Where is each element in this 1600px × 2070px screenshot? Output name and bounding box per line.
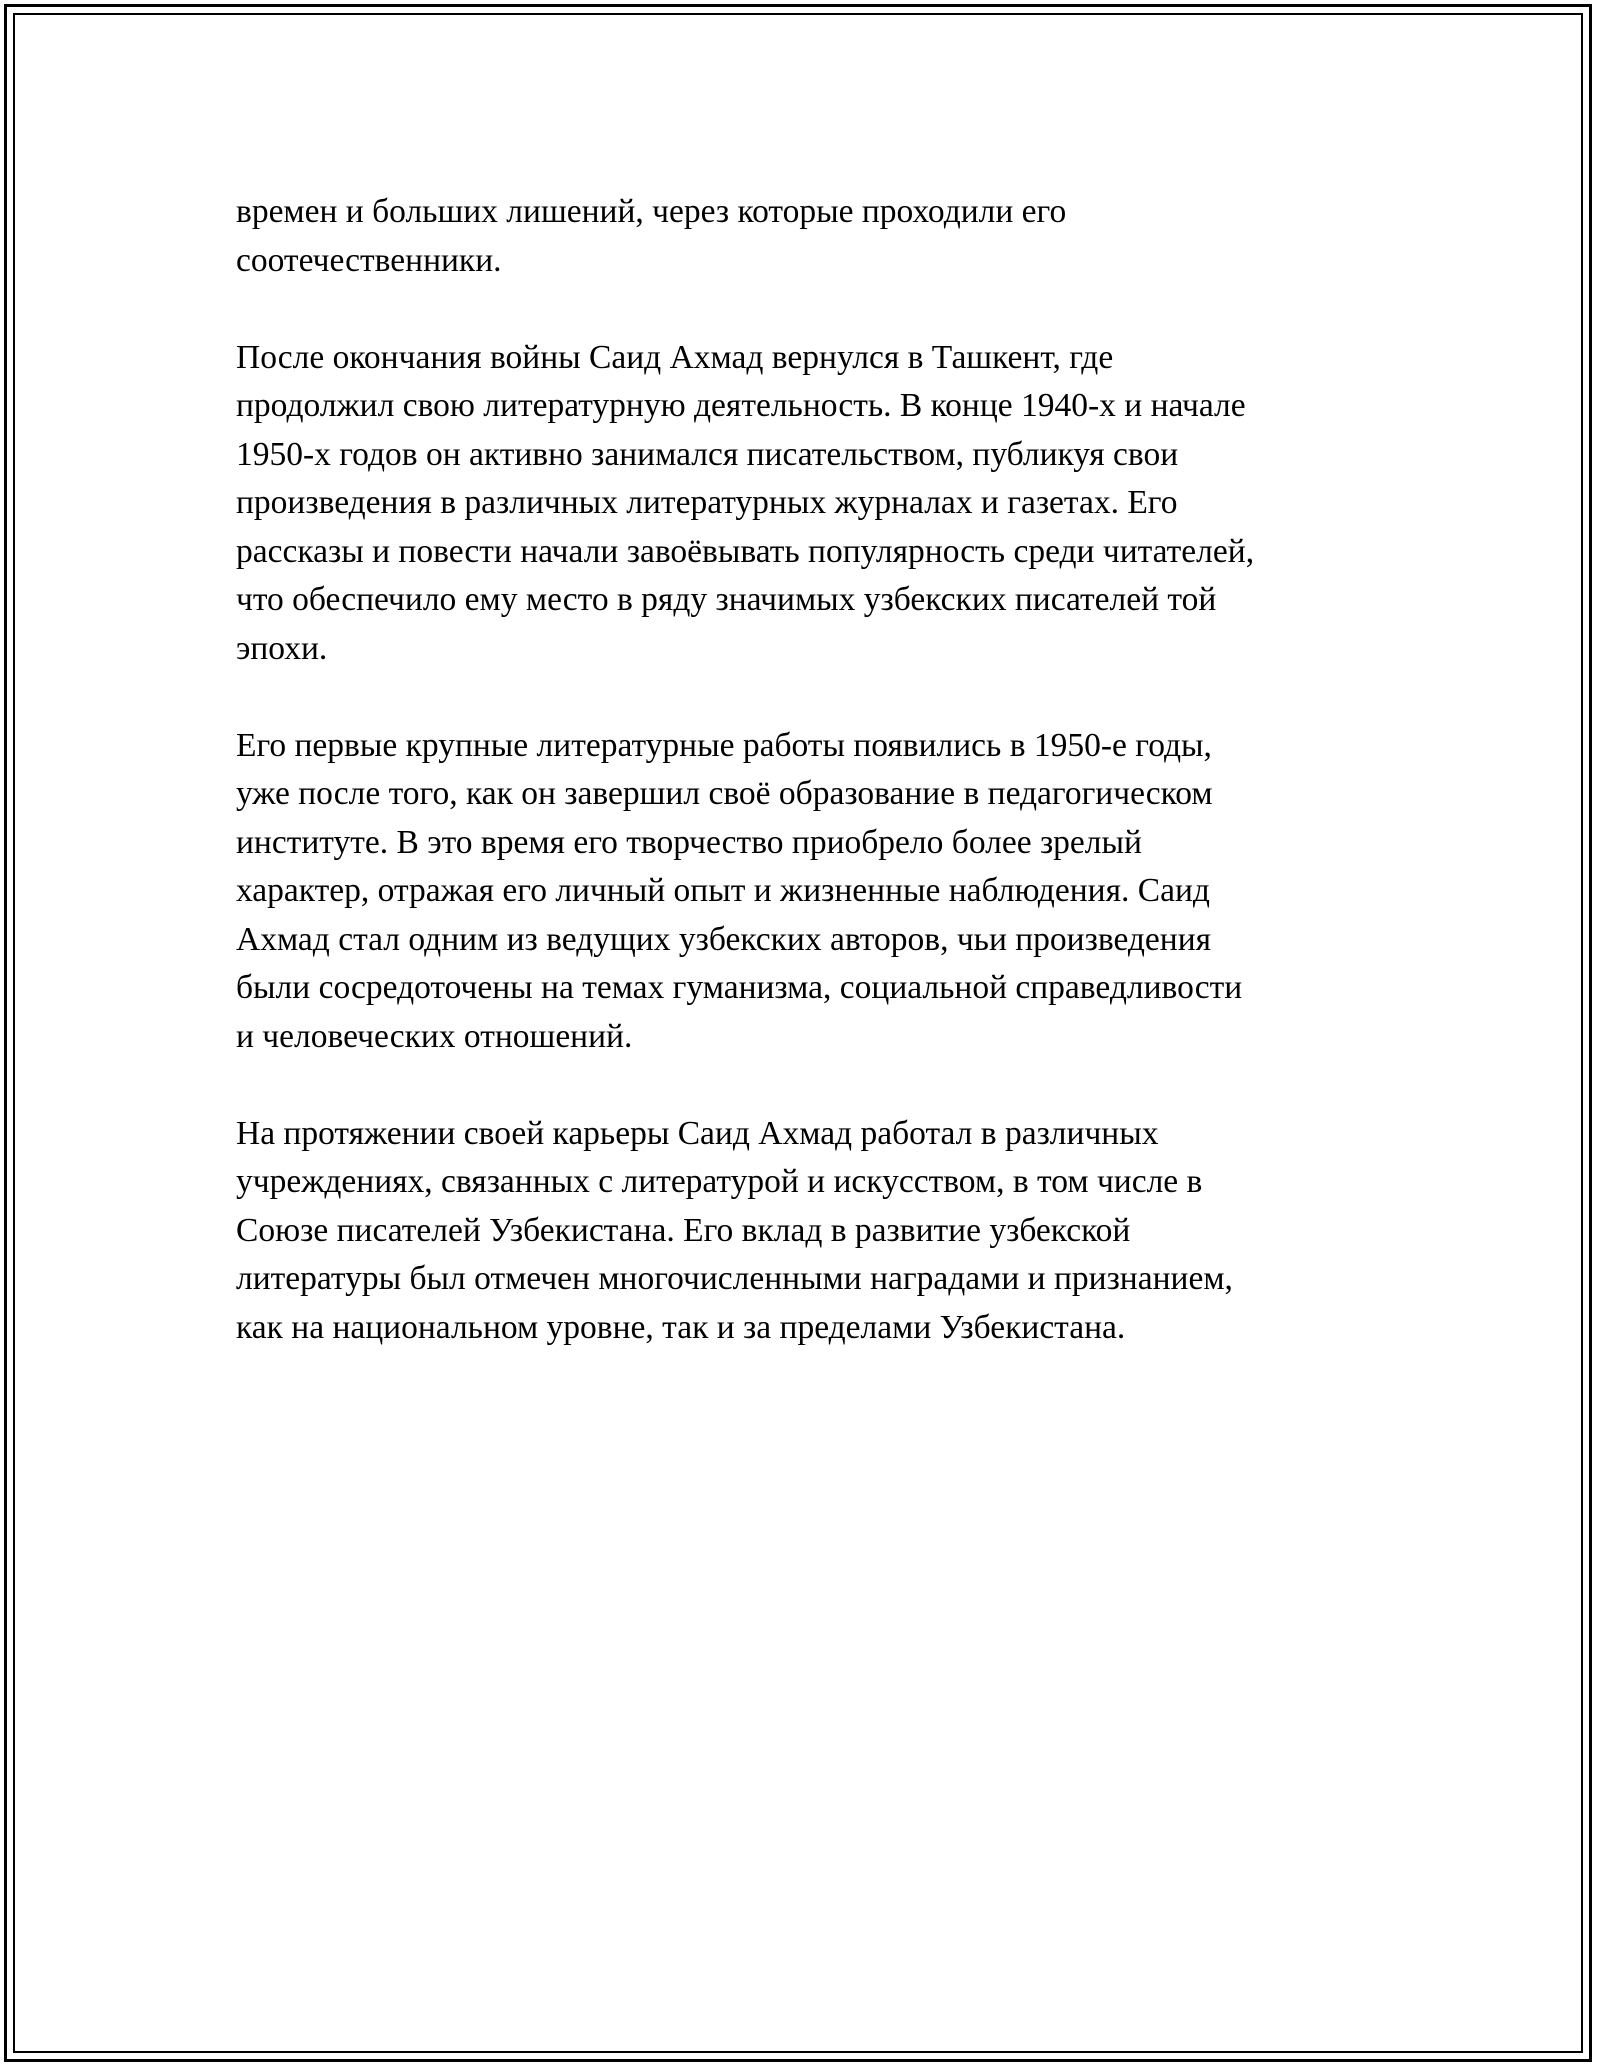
paragraph-4: На протяжении своей карьеры Саид Ахмад работал в различных учреждениях, связанных с литературой и искусством, в том числе в Союзе писателей Узбекистана. Его вклад в развитие узбекской литературы был отмечен многочисленными наградами и признанием, как на национальном уровне, так и за пределами Узбекистана. (236, 1114, 1233, 1346)
paragraph-1: времен и больших лишений, через которые проходили его соотечественники. (236, 193, 1067, 279)
document-body (236, 188, 1366, 1401)
paragraph-2: После окончания войны Саид Ахмад вернулся в Ташкент, где продолжил свою литературную деятельность. В конце 1940-х и начале 1950-х годов он активно занимался писательством, публикуя свои произведения в различных литературных журналах и газетах. Его рассказы и повести начали завоёвывать популярность среди читателей, что обеспечило ему место в ряду значимых узбекских писателей той эпохи. (236, 338, 1255, 667)
paragraph-3: Его первые крупные литературные работы появились в 1950-е годы, уже после того, как он завершил своё образование в педагогическом институте. В это время его творчество приобрело более зрелый характер, отражая его личный опыт и жизненные наблюдения. Саид Ахмад стал одним из ведущих узбекских авторов, чьи произведения были сосредоточены на темах гуманизма, социальной справедливости и человеческих отношений. (236, 726, 1243, 1055)
